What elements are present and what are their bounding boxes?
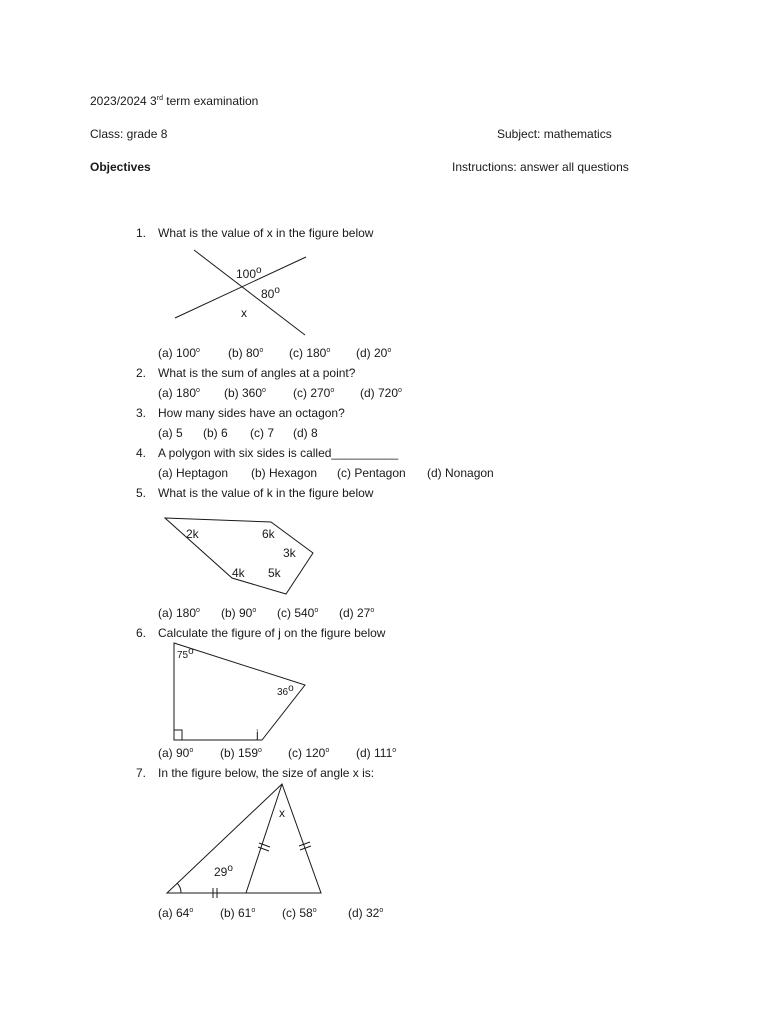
question-number: 4. (135, 446, 146, 460)
option-d[interactable]: (d) 111$^o$ (356, 746, 397, 760)
angle-label-75: 75o (177, 646, 194, 661)
question-number: 1. (135, 226, 146, 240)
option-b[interactable]: (b) 6 (203, 426, 228, 440)
option-a[interactable]: (a) 5 (158, 426, 183, 440)
option-a[interactable]: (a) 64$^o$ (158, 906, 194, 920)
option-d[interactable]: (d) 32$^o$ (348, 906, 384, 920)
exam-session-ordinal: rd (156, 95, 163, 102)
question-number: 6. (135, 626, 146, 640)
option-d[interactable]: (d) 8 (293, 426, 318, 440)
option-c[interactable]: (c) 180$^o$ (289, 346, 331, 360)
option-d[interactable]: (d) 20$^o$ (356, 346, 392, 360)
option-b[interactable]: (b) 80$^o$ (228, 346, 264, 360)
option-a[interactable]: (a) 90$^o$ (158, 746, 194, 760)
class-label: Class: grade 8 (90, 127, 168, 141)
angle-label-6k: 6k (262, 527, 275, 541)
angle-label-100: 100$^o$ (236, 265, 262, 281)
option-c[interactable]: (c) 7 (250, 426, 274, 440)
question-text: In the figure below, the size of angle x is: (158, 766, 375, 780)
angle-label-2k: 2k (186, 527, 199, 541)
subject-label: Subject: mathematics (497, 127, 612, 141)
angle-arc (177, 883, 181, 893)
exam-term: term examination (162, 94, 259, 108)
option-c[interactable]: (c) Pentagon (337, 466, 406, 480)
option-a[interactable]: (a) Heptagon (158, 466, 229, 480)
option-c[interactable]: (c) 540$^o$ (277, 606, 319, 620)
option-d[interactable]: (d) 27$^o$ (339, 606, 375, 620)
option-b[interactable]: (b) Hexagon (251, 466, 318, 480)
question-number: 3. (135, 406, 146, 420)
angle-label-80: 80$^o$ (261, 285, 280, 301)
tick-mark (299, 842, 310, 846)
exam-session: 2023/2024 3 (90, 94, 157, 108)
tick-mark (259, 843, 270, 847)
angle-label-3k: 3k (283, 546, 296, 560)
question-number: 2. (135, 366, 146, 380)
option-a[interactable]: (a) 180$^o$ (158, 386, 200, 400)
option-b[interactable]: (b) 61$^o$ (220, 906, 256, 920)
question-text: What is the value of x in the figure below (158, 226, 374, 240)
angle-label-j: j (256, 727, 259, 741)
option-a[interactable]: (a) 180$^o$ (158, 606, 200, 620)
angle-label-29: 29$^o$ (214, 863, 233, 879)
option-b[interactable]: (b) 159$^o$ (220, 746, 262, 760)
angle-label-x: x (241, 306, 247, 320)
question-number: 5. (135, 486, 146, 500)
question-text: How many sides have an octagon? (158, 406, 345, 420)
angle-label-5k: 5k (268, 566, 281, 580)
question-number: 7. (135, 766, 146, 780)
question-text: A polygon with six sides is called__________ (158, 446, 399, 460)
angle-label-36: 36o (277, 683, 294, 698)
option-b[interactable]: (b) 90$^o$ (221, 606, 257, 620)
cevian-line (246, 784, 282, 893)
option-c[interactable]: (c) 58$^o$ (282, 906, 317, 920)
option-d[interactable]: (d) Nonagon (427, 466, 494, 480)
option-a[interactable]: (a) 100$^o$ (158, 346, 200, 360)
options-row (158, 906, 383, 920)
angle-label-x: x (279, 806, 285, 820)
option-c[interactable]: (c) 120$^o$ (288, 746, 330, 760)
option-c[interactable]: (c) 270$^o$ (293, 386, 335, 400)
angle-label-4k: 4k (232, 566, 245, 580)
outer-triangle (167, 784, 321, 893)
option-d[interactable]: (d) 720$^o$ (360, 386, 402, 400)
section-title: Objectives (90, 160, 151, 174)
instructions: Instructions: answer all questions (452, 160, 629, 174)
question-text: What is the value of k in the figure below (158, 486, 374, 500)
question-text: What is the sum of angles at a point? (158, 366, 356, 380)
option-b[interactable]: (b) 360$^o$ (224, 386, 266, 400)
question-text: Calculate the figure of j on the figure below (158, 626, 386, 640)
